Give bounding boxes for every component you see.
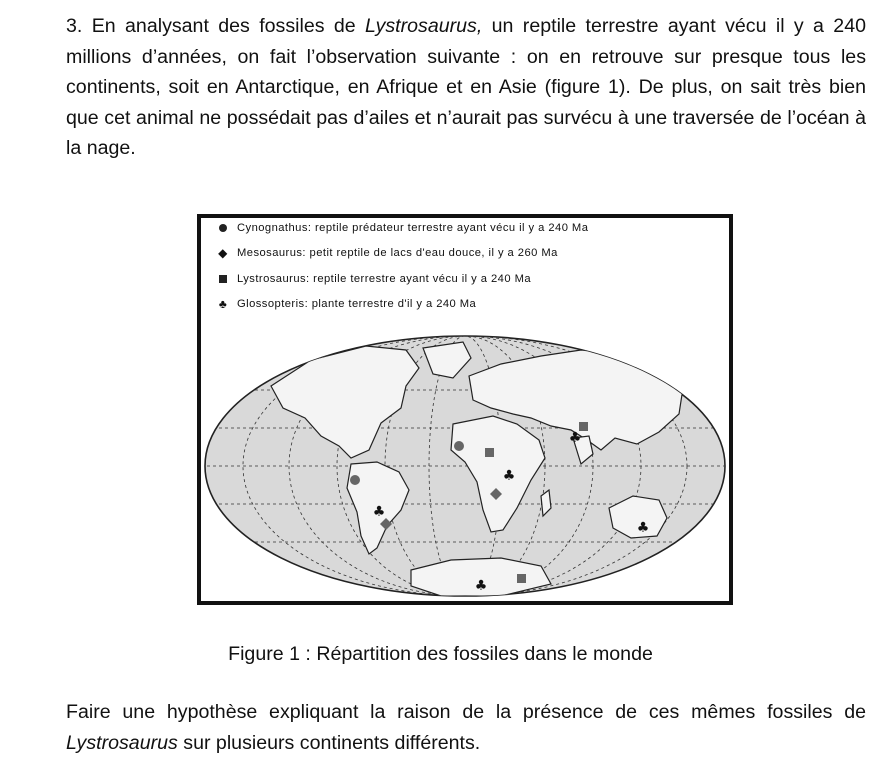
question-number: 3. xyxy=(66,15,83,37)
lystrosaurus-marker xyxy=(517,574,526,583)
world-map xyxy=(201,218,729,601)
figure-caption: Figure 1 : Répartition des fossiles dans le monde xyxy=(228,643,653,665)
diamond-icon: ◆ xyxy=(218,246,228,260)
cynognathus-marker xyxy=(350,475,360,485)
club-icon: ♣ xyxy=(568,430,582,446)
task-paragraph xyxy=(66,697,866,758)
legend-text: Glossopteris: plante terrestre d'il y a 240 Ma xyxy=(237,298,477,310)
question-paragraph xyxy=(66,11,866,164)
cynognathus-marker xyxy=(454,441,464,451)
club-icon: ♣ xyxy=(502,468,516,484)
legend-text: Mesosaurus: petit reptile de lacs d'eau douce, il y a 260 Ma xyxy=(237,247,558,259)
club-icon: ♣ xyxy=(636,520,650,536)
task-lead: Faire une hypothèse expliquant la raison de la présence de ces mêmes fossiles de xyxy=(66,701,866,723)
legend-text: Cynognathus: reptile prédateur terrestre ayant vécu il y a 240 Ma xyxy=(237,222,589,234)
species-name: Lystrosaurus, xyxy=(365,15,483,37)
task-tail: sur plusieurs continents différents. xyxy=(183,731,481,754)
club-icon: ♣ xyxy=(474,578,488,594)
lystrosaurus-marker xyxy=(485,448,494,457)
legend-text: Lystrosaurus: reptile terrestre ayant vécu il y a 240 Ma xyxy=(237,273,532,285)
club-icon: ♣ xyxy=(372,504,386,520)
species-name: Lystrosaurus xyxy=(66,731,178,754)
club-icon: ♣ xyxy=(218,297,228,311)
question-body: un reptile terrestre ayant vécu il y a 240 millions d’années, on fait l’observation suivante : on en retrouve sur presque tous les continents, soit en Antarctique, en Afrique et en Asie (figure 1). De plus, on sait très bien que cet animal ne possédait pas d’ailes et n’aurait pas survécu à une traversée de l’océan à la nage. xyxy=(66,15,866,159)
fossil-map-figure xyxy=(197,214,733,605)
question-lead: En analysant des fossiles de xyxy=(91,15,356,37)
